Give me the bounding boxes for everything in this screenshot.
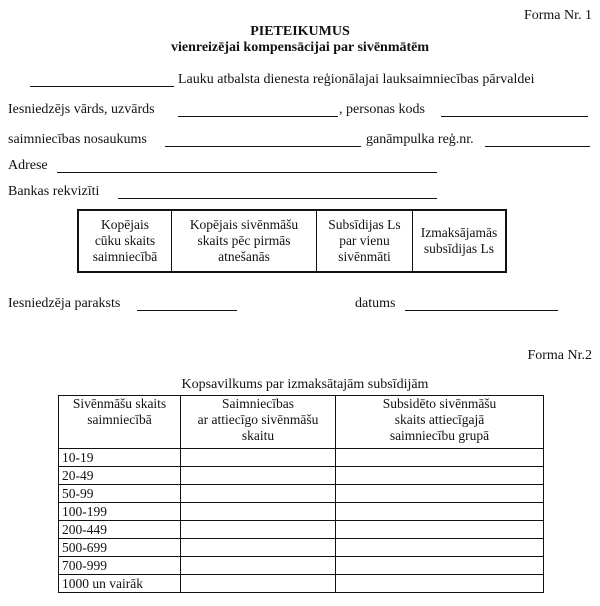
addressee-label: Lauku atbalsta dienesta reģionālajai lauksaimniecības pārvaldei	[178, 72, 535, 87]
table-row	[59, 467, 544, 485]
row-range: 200-449	[59, 521, 181, 539]
address-blank[interactable]	[57, 172, 437, 173]
row-farms-cell[interactable]	[181, 521, 336, 539]
row-range: 500-699	[59, 539, 181, 557]
date-label: datums	[355, 296, 396, 311]
table-row	[59, 539, 544, 557]
header-farms-count: Saimniecības ar attiecīgo sivēnmāšu skaitu	[181, 396, 336, 449]
row-sows-cell[interactable]	[336, 449, 544, 467]
row-sows-cell[interactable]	[336, 503, 544, 521]
row-farms-cell[interactable]	[181, 449, 336, 467]
row-range: 100-199	[59, 503, 181, 521]
applicant-name-blank[interactable]	[178, 116, 338, 117]
row-range: 10-19	[59, 449, 181, 467]
table-row	[59, 485, 544, 503]
page-subtitle: vienreizējai kompensācijai par sivēnmātēm	[170, 40, 430, 55]
form2-number-label: Forma Nr.2	[527, 348, 592, 363]
row-sows-cell[interactable]	[336, 557, 544, 575]
table-row	[59, 557, 544, 575]
table-cell-subsidy-per-sow: Subsīdijas Ls par vienu sivēnmāti	[317, 210, 413, 272]
date-blank[interactable]	[405, 310, 558, 311]
table-cell-total-pigs: Kopējais cūku skaits saimniecībā	[78, 210, 172, 272]
page-title: PIETEIKUMUS	[250, 24, 350, 39]
table-row	[59, 575, 544, 593]
row-range: 700-999	[59, 557, 181, 575]
row-range: 1000 un vairāk	[59, 575, 181, 593]
row-farms-cell[interactable]	[181, 485, 336, 503]
table-cell-total-sows: Kopējais sivēnmāšu skaits pēc pirmās atnešanās	[172, 210, 317, 272]
personal-code-label: , personas kods	[339, 102, 425, 117]
header-subsidized-sows: Subsidēto sivēnmāšu skaits attiecīgajā saimniecību grupā	[336, 396, 544, 449]
row-farms-cell[interactable]	[181, 503, 336, 521]
table-row	[59, 521, 544, 539]
row-sows-cell[interactable]	[336, 539, 544, 557]
row-farms-cell[interactable]	[181, 557, 336, 575]
table-cell-payable-subsidy: Izmaksājamās subsīdijas Ls	[413, 210, 507, 272]
summary-caption: Kopsavilkums par izmaksātajām subsīdijām	[181, 377, 429, 392]
header-sow-count: Sivēnmāšu skaits saimniecībā	[59, 396, 181, 449]
row-farms-cell[interactable]	[181, 467, 336, 485]
signature-blank[interactable]	[137, 310, 237, 311]
row-range: 20-49	[59, 467, 181, 485]
herdbook-reg-label: ganāmpulka reģ.nr.	[366, 132, 474, 147]
address-label: Adrese	[8, 158, 48, 173]
farm-name-label: saimniecības nosaukums	[8, 132, 147, 147]
bank-details-label: Bankas rekvizīti	[8, 184, 100, 199]
table-row	[59, 503, 544, 521]
row-sows-cell[interactable]	[336, 575, 544, 593]
addressee-blank[interactable]	[30, 86, 174, 87]
bank-details-blank[interactable]	[118, 198, 437, 199]
summary-table	[58, 395, 544, 593]
row-range: 50-99	[59, 485, 181, 503]
farm-name-blank[interactable]	[165, 146, 361, 147]
applicant-name-label: Iesniedzējs vārds, uzvārds	[8, 102, 155, 117]
form-number-label: Forma Nr. 1	[523, 8, 592, 23]
row-farms-cell[interactable]	[181, 575, 336, 593]
row-farms-cell[interactable]	[181, 539, 336, 557]
application-table	[77, 209, 507, 273]
personal-code-blank[interactable]	[441, 116, 588, 117]
table-row	[59, 449, 544, 467]
signature-label: Iesniedzēja paraksts	[8, 296, 121, 311]
row-sows-cell[interactable]	[336, 521, 544, 539]
row-sows-cell[interactable]	[336, 485, 544, 503]
herdbook-reg-blank[interactable]	[485, 146, 590, 147]
row-sows-cell[interactable]	[336, 467, 544, 485]
